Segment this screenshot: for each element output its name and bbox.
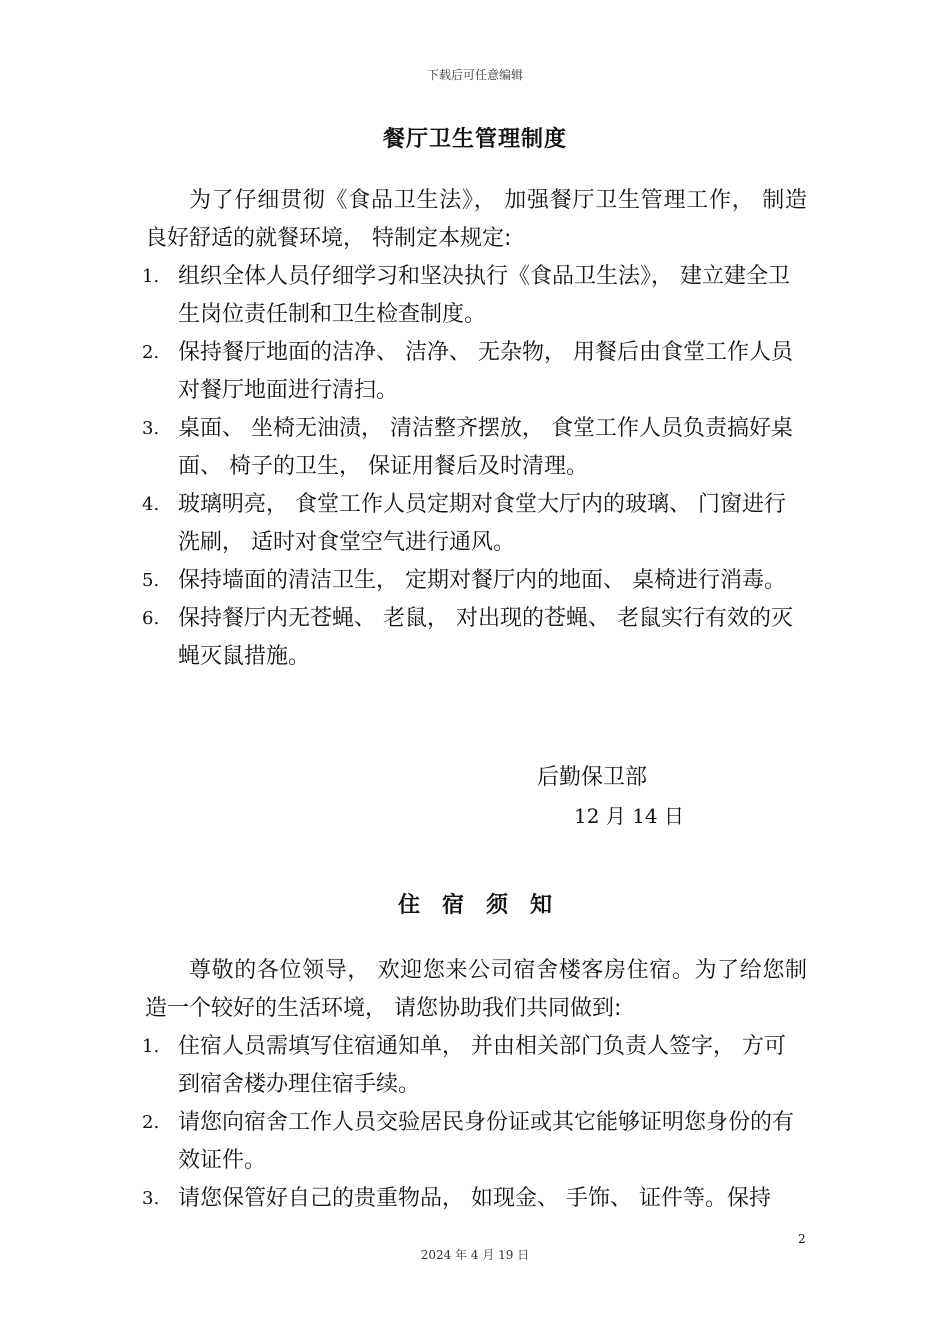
item-text: 桌面、 坐椅无油渍， 清洁整齐摆放， 食堂工作人员负责搞好桌面、 椅子的卫生， 保证用餐后及时清理。 (178, 416, 793, 479)
item-text: 住宿人员需填写住宿通知单， 并由相关部门负责人签字， 方可到宿舍楼办理住宿手续。 (178, 1034, 786, 1097)
item-text: 保持餐厅地面的洁净、 洁净、 无杂物， 用餐后由食堂工作人员对餐厅地面进行清扫。 (178, 340, 793, 403)
item-number: 2. (142, 342, 160, 363)
item-number: 2. (142, 1112, 160, 1133)
list-item (142, 334, 807, 410)
signature-date: 12 月 14 日 (574, 804, 684, 828)
section2-title: 住宿须知 (397, 893, 574, 918)
list-item (142, 562, 807, 600)
list-item (142, 258, 807, 334)
page-header: 下载后可任意编辑 (426, 68, 523, 82)
item-text: 保持墙面的清洁卫生， 定期对餐厅内的地面、 桌椅进行消毒。 (178, 568, 786, 593)
list-item (142, 600, 807, 676)
item-number: 1. (142, 1036, 160, 1057)
item-text: 保持餐厅内无苍蝇、 老鼠， 对出现的苍蝇、 老鼠实行有效的灭蝇灭鼠措施。 (178, 606, 793, 669)
item-text: 请您向宿舍工作人员交验居民身份证或其它能够证明您身份的有效证件。 (178, 1110, 795, 1173)
item-text: 组织全体人员仔细学习和坚决执行《食品卫生法》， 建立建全卫生岗位责任制和卫生检查制度。 (178, 264, 790, 327)
section1-list (142, 258, 807, 676)
page-number: 2 (798, 1232, 806, 1246)
list-item (142, 1180, 807, 1218)
item-number: 3. (142, 1188, 160, 1209)
section2-list (142, 1028, 807, 1218)
list-item (142, 486, 807, 562)
item-number: 3. (142, 418, 160, 439)
list-item (142, 1028, 807, 1104)
signature-department: 后勤保卫部 (537, 765, 648, 790)
item-number: 4. (142, 494, 160, 515)
list-item (142, 410, 807, 486)
list-item (142, 1104, 807, 1180)
section2-intro: 尊敬的各位领导， 欢迎您来公司宿舍楼客房住宿。为了给您制造一个较好的生活环境， 请您协助我们共同做到: (145, 958, 807, 1021)
footer-date: 2024 年 4 月 19 日 (420, 1248, 530, 1262)
item-text: 玻璃明亮， 食堂工作人员定期对食堂大厅内的玻璃、 门窗进行洗刷， 适时对食堂空气进行通风。 (178, 492, 786, 555)
section1-intro: 为了仔细贯彻《食品卫生法》， 加强餐厅卫生管理工作， 制造良好舒适的就餐环境， 特制定本规定: (145, 188, 807, 251)
item-number: 1. (142, 266, 160, 287)
item-number: 6. (142, 608, 160, 629)
item-number: 5. (142, 570, 160, 591)
item-text: 请您保管好自己的贵重物品， 如现金、 手饰、 证件等。保持 (178, 1186, 771, 1211)
section1-title: 餐厅卫生管理制度 (382, 127, 567, 152)
